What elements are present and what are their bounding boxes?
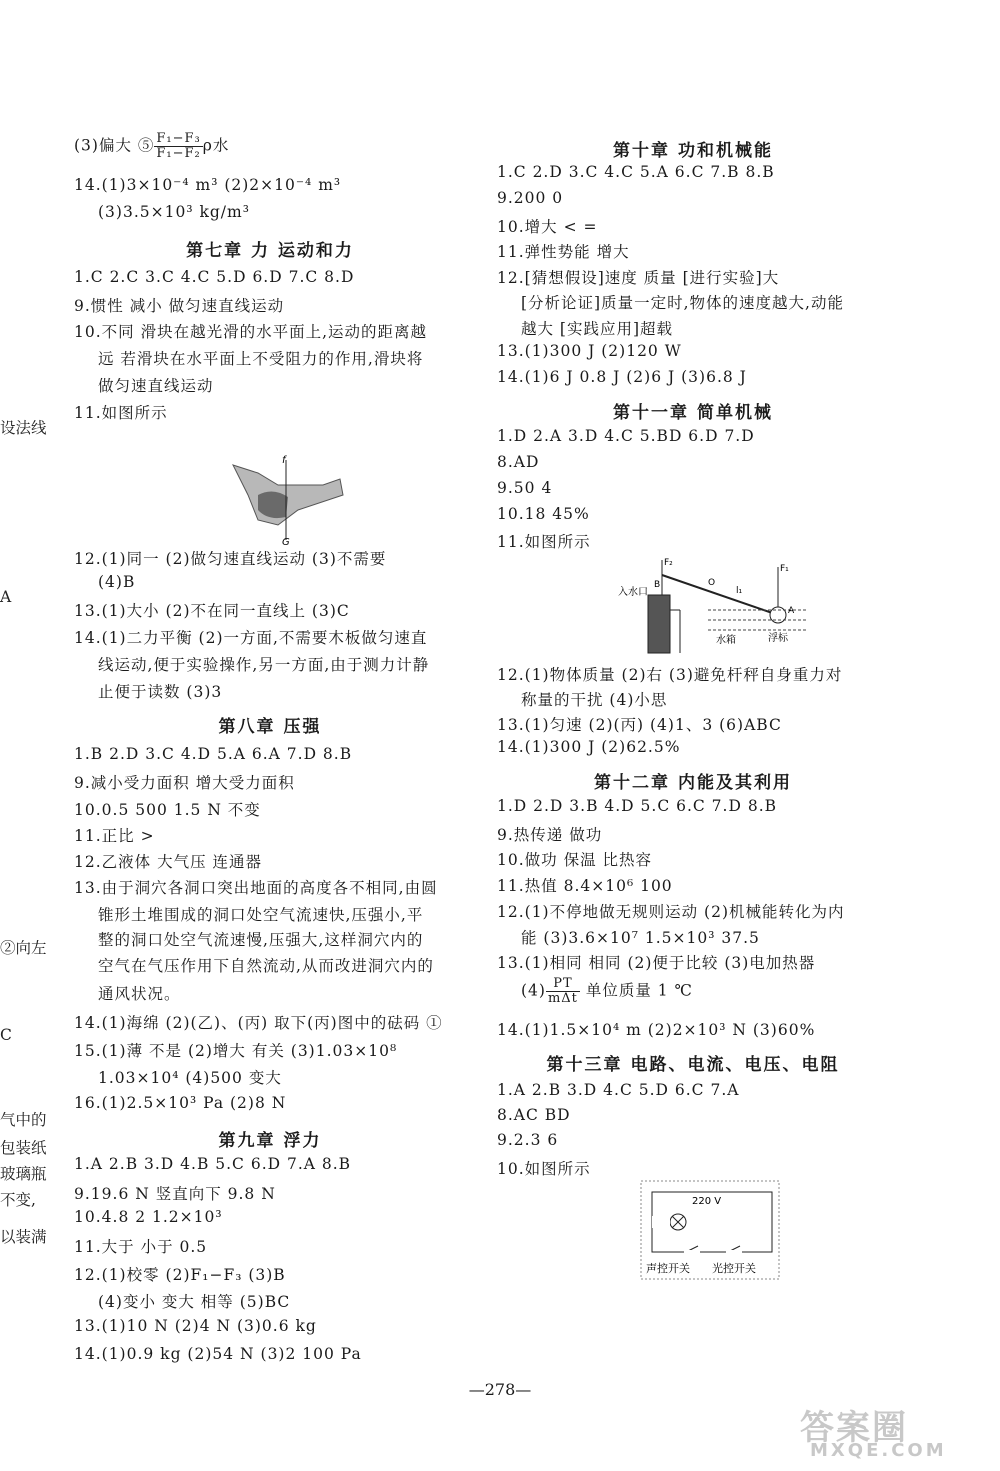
edge-fragment: 不变, xyxy=(0,1191,36,1209)
left-answer-line: 16.(1)2.5×10³ Pa (2)8 N xyxy=(74,1094,287,1112)
right-answer-line: 10.18 45% xyxy=(497,505,590,523)
left-answer-line: 止便于读数 (3)3 xyxy=(98,683,223,701)
circuit-label: 220 V xyxy=(692,1196,722,1207)
lever-label: A xyxy=(788,606,795,616)
right-answer-line: 10.做功 保温 比热容 xyxy=(497,851,653,869)
force-diagram-figure xyxy=(228,455,348,545)
left-answer-line: 做匀速直线运动 xyxy=(98,377,214,395)
left-answer-line: 1.B 2.D 3.C 4.D 5.A 6.A 7.D 8.B xyxy=(74,745,353,763)
right-answer-line: 1.A 2.B 3.D 4.C 5.D 6.C 7.A xyxy=(497,1081,740,1099)
left-answer-line: 远 若滑块在水平面上不受阻力的作用,滑块将 xyxy=(98,350,424,368)
edge-fragment: 气中的 xyxy=(0,1111,47,1129)
watermark-logo: 答案圈 xyxy=(800,1408,908,1448)
left-answer-line: 14.(1)3×10⁻⁴ m³ (2)2×10⁻⁴ m³ xyxy=(74,176,342,194)
lever-label: 水箱 xyxy=(716,635,736,646)
edge-fragment: 设法线 xyxy=(0,419,47,437)
right-answer-line: 14.(1)300 J (2)62.5% xyxy=(497,738,681,756)
left-answer-line: 9.减小受力面积 增大受力面积 xyxy=(74,774,295,792)
left-answer-line: 11.大于 小于 0.5 xyxy=(74,1238,208,1256)
right-answer-line: 1.C 2.D 3.C 4.C 5.A 6.C 7.B 8.B xyxy=(497,163,775,181)
right-answer-line: 越大 [实践应用]超载 xyxy=(521,320,674,338)
right-answer-line: 1.D 2.D 3.B 4.D 5.C 6.C 7.D 8.B xyxy=(497,797,778,815)
right-answer-line: 11.如图所示 xyxy=(497,533,591,551)
right-answer-line: 9.2.3 6 xyxy=(497,1131,559,1149)
left-answer-line: (3)3.5×10³ kg/m³ xyxy=(98,203,250,221)
fraction: $\frac{PT}{\text{mΔt}}$ xyxy=(547,976,578,1006)
left-answer-line: (4)B xyxy=(98,573,136,591)
lever-label: F₂ xyxy=(664,558,673,568)
right-answer-line: (4) $\frac{PT}{\text{mΔt}}$ 单位质量 1 ℃ xyxy=(521,976,693,1006)
left-answer-line: 1.C 2.C 3.C 4.C 5.D 6.D 7.C 8.D xyxy=(74,268,355,286)
right-answer-line: 13.(1)相同 相同 (2)便于比较 (3)电加热器 xyxy=(497,954,816,972)
left-answer-line: 14.(1)海绵 (2)(乙)、(丙) 取下(丙)图中的砝码 ① xyxy=(74,1014,443,1032)
right-answer-line: 10.如图所示 xyxy=(497,1160,591,1178)
right-answer-line: 14.(1)1.5×10⁴ m (2)2×10³ N (3)60% xyxy=(497,1021,816,1039)
left-answer-line: 13.由于洞穴各洞口突出地面的高度各不相同,由圆 xyxy=(74,879,438,897)
left-answer-line: 10.不同 滑块在越光滑的水平面上,运动的距离越 xyxy=(74,323,428,341)
edge-fragment: 玻璃瓶 xyxy=(0,1165,47,1183)
left-answer-line: 锥形土堆围成的洞口处空气流速快,压强小,平 xyxy=(98,906,424,924)
label-f: f xyxy=(282,455,286,466)
left-answer-line: (3)偏大 ⑤ $\frac{\text{F₁−F₃}}{\text{F₁−F₂}}$ ρ水 xyxy=(74,131,230,161)
page-number: —278— xyxy=(468,1380,532,1399)
right-answer-line: 13.(1)匀速 (2)(丙) (4)1、3 (6)ABC xyxy=(497,716,782,734)
lever-label: l₁ xyxy=(736,586,743,596)
left-chapter-heading: 第七章 力 运动和力 xyxy=(186,241,354,261)
left-answer-line: 10.4.8 2 1.2×10³ xyxy=(74,1208,223,1226)
lever-figure xyxy=(618,555,808,655)
left-answer-line: 线运动,便于实验操作,另一方面,由于测力计静 xyxy=(98,656,430,674)
left-chapter-heading: 第九章 浮力 xyxy=(218,1131,322,1151)
right-answer-line: 10.增大 < = xyxy=(497,218,598,236)
lever-label: B xyxy=(654,580,661,590)
right-answer-line: 称量的干扰 (4)小思 xyxy=(521,691,668,709)
left-answer-line: 12.(1)同一 (2)做匀速直线运动 (3)不需要 xyxy=(74,550,387,568)
left-answer-line: 10.0.5 500 1.5 N 不变 xyxy=(74,801,261,819)
left-answer-line: 12.(1)校零 (2)F₁−F₃ (3)B xyxy=(74,1266,286,1284)
lever-label: 浮标 xyxy=(768,633,788,644)
edge-fragment: 包装纸 xyxy=(0,1139,47,1157)
right-answer-line: 8.AC BD xyxy=(497,1106,571,1124)
right-answer-line: 9.热传递 做功 xyxy=(497,826,603,844)
fraction: $\frac{\text{F₁−F₃}}{\text{F₁−F₂}}$ xyxy=(156,131,201,161)
left-answer-line: 1.03×10⁴ (4)500 变大 xyxy=(98,1069,282,1087)
right-answer-line: 12.[猜想假设]速度 质量 [进行实验]大 xyxy=(497,269,780,287)
edge-fragment: ②向左 xyxy=(0,939,47,957)
right-answer-line: 11.弹性势能 增大 xyxy=(497,243,630,261)
lever-label: F₁ xyxy=(780,564,789,574)
left-answer-line: 14.(1)二力平衡 (2)一方面,不需要木板做匀速直 xyxy=(74,629,428,647)
right-answer-line: 能 (3)3.6×10⁷ 1.5×10³ 37.5 xyxy=(521,929,760,947)
right-answer-line: 11.热值 8.4×10⁶ 100 xyxy=(497,877,673,895)
right-answer-line: 1.D 2.A 3.D 4.C 5.BD 6.D 7.D xyxy=(497,427,755,445)
right-answer-line: 12.(1)物体质量 (2)右 (3)避免杆秤自身重力对 xyxy=(497,666,843,684)
right-answer-line: 12.(1)不停地做无规则运动 (2)机械能转化为内 xyxy=(497,903,845,921)
right-chapter-heading: 第十二章 内能及其利用 xyxy=(594,773,792,793)
right-answer-line: 14.(1)6 J 0.8 J (2)6 J (3)6.8 J xyxy=(497,368,747,386)
edge-fragment: 以装满 xyxy=(0,1228,47,1246)
right-chapter-heading: 第十一章 简单机械 xyxy=(613,403,773,423)
left-answer-line: 13.(1)10 N (2)4 N (3)0.6 kg xyxy=(74,1317,317,1335)
circuit-figure xyxy=(640,1180,780,1280)
lever-label: 入水口 xyxy=(618,587,648,598)
left-answer-line: 整的洞口处空气流速慢,压强大,这样洞穴内的 xyxy=(98,931,424,949)
left-chapter-heading: 第八章 压强 xyxy=(218,717,322,737)
left-answer-line: (4)变小 变大 相等 (5)BC xyxy=(98,1293,291,1311)
left-answer-line: 11.正比 > xyxy=(74,827,155,845)
left-answer-line: 通风状况。 xyxy=(98,985,181,1003)
left-answer-line: 9.惯性 减小 做匀速直线运动 xyxy=(74,297,285,315)
label-G: G xyxy=(282,537,290,545)
edge-fragment: A xyxy=(0,588,12,606)
right-answer-line: 9.200 0 xyxy=(497,189,564,207)
left-answer-line: 12.乙液体 大气压 连通器 xyxy=(74,853,263,871)
left-answer-line: 15.(1)薄 不是 (2)增大 有关 (3)1.03×10⁸ xyxy=(74,1042,398,1060)
left-answer-line: 11.如图所示 xyxy=(74,404,168,422)
edge-fragment: C xyxy=(0,1026,12,1044)
right-chapter-heading: 第十三章 电路、电流、电压、电阻 xyxy=(546,1055,840,1075)
left-answer-line: 1.A 2.B 3.D 4.B 5.C 6.D 7.A 8.B xyxy=(74,1155,352,1173)
circuit-label: 声控开关 xyxy=(646,1262,690,1275)
right-answer-line: 8.AD xyxy=(497,453,540,471)
right-answer-line: [分析论证]质量一定时,物体的速度越大,动能 xyxy=(521,294,844,312)
circuit-label: 光控开关 xyxy=(712,1262,756,1275)
right-chapter-heading: 第十章 功和机械能 xyxy=(613,141,773,161)
left-answer-line: 空气在气压作用下自然流动,从而改进洞穴内的 xyxy=(98,957,434,975)
lever-label: O xyxy=(708,578,716,588)
left-answer-line: 14.(1)0.9 kg (2)54 N (3)2 100 Pa xyxy=(74,1345,362,1363)
left-answer-line: 9.19.6 N 竖直向下 9.8 N xyxy=(74,1185,276,1203)
watermark-url: MXQE.COM xyxy=(810,1440,947,1461)
right-answer-line: 13.(1)300 J (2)120 W xyxy=(497,342,682,360)
right-answer-line: 9.50 4 xyxy=(497,479,553,497)
left-answer-line: 13.(1)大小 (2)不在同一直线上 (3)C xyxy=(74,602,350,620)
